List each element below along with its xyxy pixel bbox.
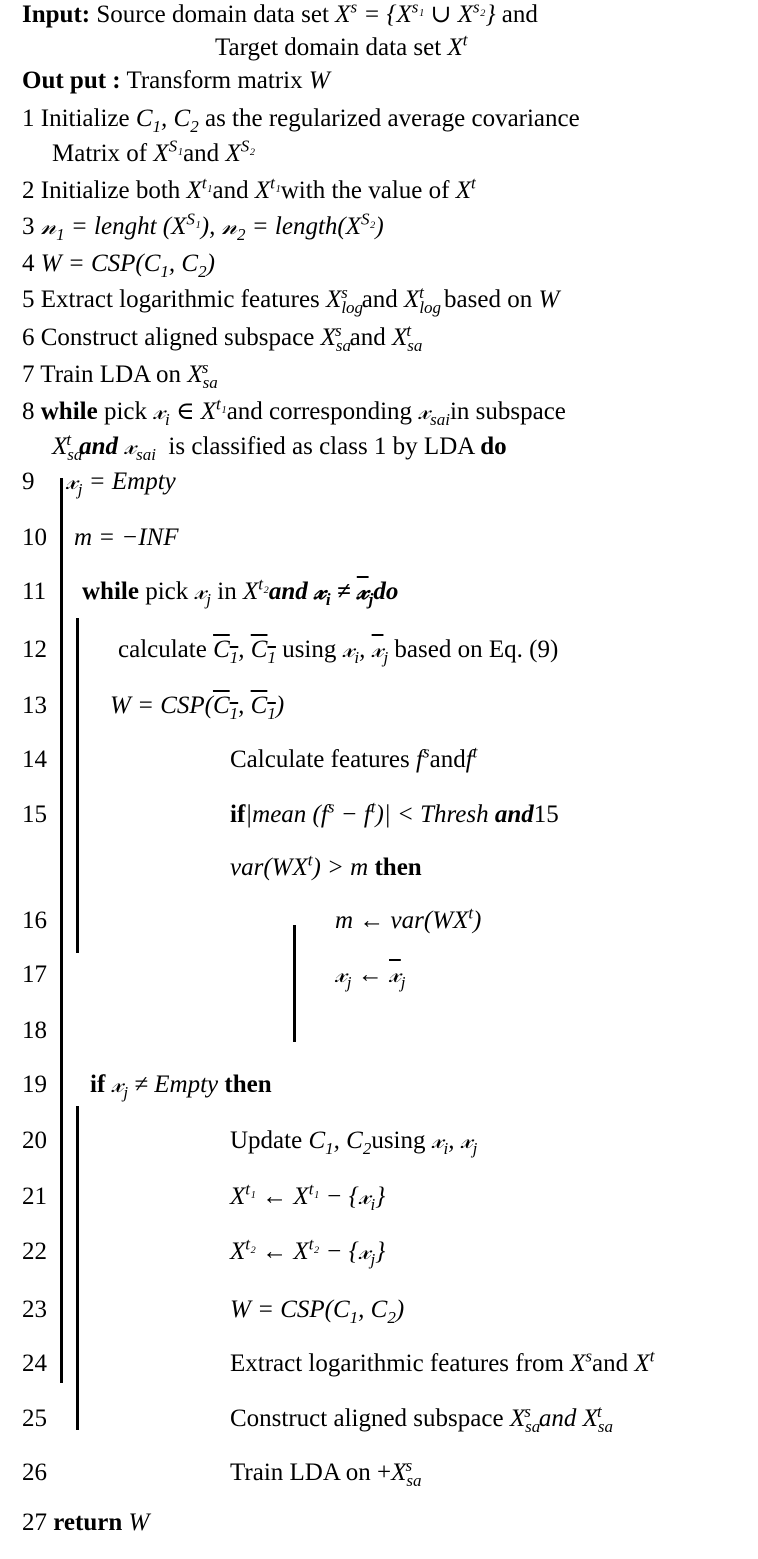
line-15: if|mean $(f^s - f^t)|$ < Thresh and15 [230,797,559,828]
scope-bar-inner-while [76,618,79,953]
line-17: 𝓍$_j$ ← 𝓍$_j$ [335,961,406,992]
input-line: Input: Source domain data set $X^s = \{X^{s_1}$ ∪ $X^{s_2}$} and [22,0,538,28]
line-14-num: 14 [22,746,47,773]
line-3: 3 𝓃$_1$ = lenght $(X^{S_1})$, 𝓃$_2$ = $length(X^{S_2})$ [22,209,384,244]
line-7: 7 Train LDA on $X_{sa}^s$ [22,357,218,392]
line-9-num: 9 [22,468,35,495]
line-6: 6 Construct aligned subspace $X_{sa}^s$ and $X_{sa}^t$ [22,320,423,355]
line-25: Construct aligned subspace $X_{sa}^s$ and $X_{sa}^t$ [230,1401,613,1436]
line-21-num: 21 [22,1183,47,1210]
line-24: Extract logarithmic features from $X^sand$ $X^t$ [230,1346,655,1377]
line-2: 2 Initialize both $X^{t_1}and$ $X^{t_1}with$ the value of $X^t$ [22,173,476,204]
line-1: 1 Initialize $C_1$, $C_2$ as the regularized average covariance [22,105,580,136]
line-15-num: 15 [22,801,47,828]
line-11: while pick 𝓍$_j$ in $X^{t_2}and$ 𝓍$_i$ ≠ 𝓍$_j$do [82,574,399,609]
line-4: 4 $W = CSP(C_1$, $C_2$) [22,250,215,281]
line-14: Calculate features $f^sandf^t$ [230,742,478,773]
line-21: $X^{t_1}$ ← $X^{t_1}$ − {𝓍$_i$} [230,1179,386,1214]
line-11-num: 11 [22,578,47,605]
line-10: m = −INF [74,524,179,551]
line-13: $W = CSP(C_1$, $C_1$) [110,692,285,723]
line-26-num: 26 [22,1459,47,1486]
line-16: m ← $var(WX^t)$ [335,903,482,934]
line-19-num: 19 [22,1071,47,1098]
line-1-cont: Matrix of $X^{S_1}and$ $X^{S_2}$ [52,136,256,167]
line-26: Train LDA on $+X_{sa}^s$ [230,1455,422,1490]
line-24-num: 24 [22,1350,47,1377]
line-13-num: 13 [22,692,47,719]
line-22-num: 22 [22,1238,47,1265]
line-17-num: 17 [22,961,47,988]
line-8-cont: $X_{sa}^t$ and 𝓍$_{sai}$ is classified as class 1 by LDA do [52,429,507,464]
scope-bar-if-empty [76,1106,79,1430]
line-23-num: 23 [22,1296,47,1323]
line-18-num: 18 [22,1017,47,1044]
line-22: $X^{t_2}$ ← $X^{t_2}$ − {𝓍$_j$} [230,1234,386,1269]
line-8: 8 while pick 𝓍$_i$ ∈ $X^{t_1}and$ corresponding 𝓍$_{sai}$in subspace [22,394,566,429]
line-9: 𝓍$_j$ = Empty [66,468,176,499]
line-20-num: 20 [22,1127,47,1154]
scope-bar-outer [60,478,63,1383]
line-27: 27 return W [22,1509,150,1536]
line-12-num: 12 [22,636,47,663]
line-19: if 𝓍$_j$ ≠ Empty then [90,1071,272,1102]
line-10-num: 10 [22,524,47,551]
line-16-num: 16 [22,907,47,934]
line-15-cont: $var(WX^t) > m$ then [230,850,422,881]
line-20: Update $C_1$, $C_2using$ 𝓍$_i$, 𝓍$_j$ [230,1127,478,1158]
line-5: 5 Extract logarithmic features $X_{log}^s$ and $X_{log}^t$ based on W [22,282,560,317]
line-12: calculate $C_1$, $C_1$ using 𝓍$_i$, 𝓍$_j$ based on Eq. (9) [118,636,559,667]
output-line: Out put : Transform matrix W [22,67,330,94]
line-25-num: 25 [22,1405,47,1432]
scope-bar-if [293,925,296,1042]
line-23: $W = CSP(C_1$, $C_2$) [230,1296,405,1327]
input-target-line: Target domain data set $X^t$ [215,30,468,61]
